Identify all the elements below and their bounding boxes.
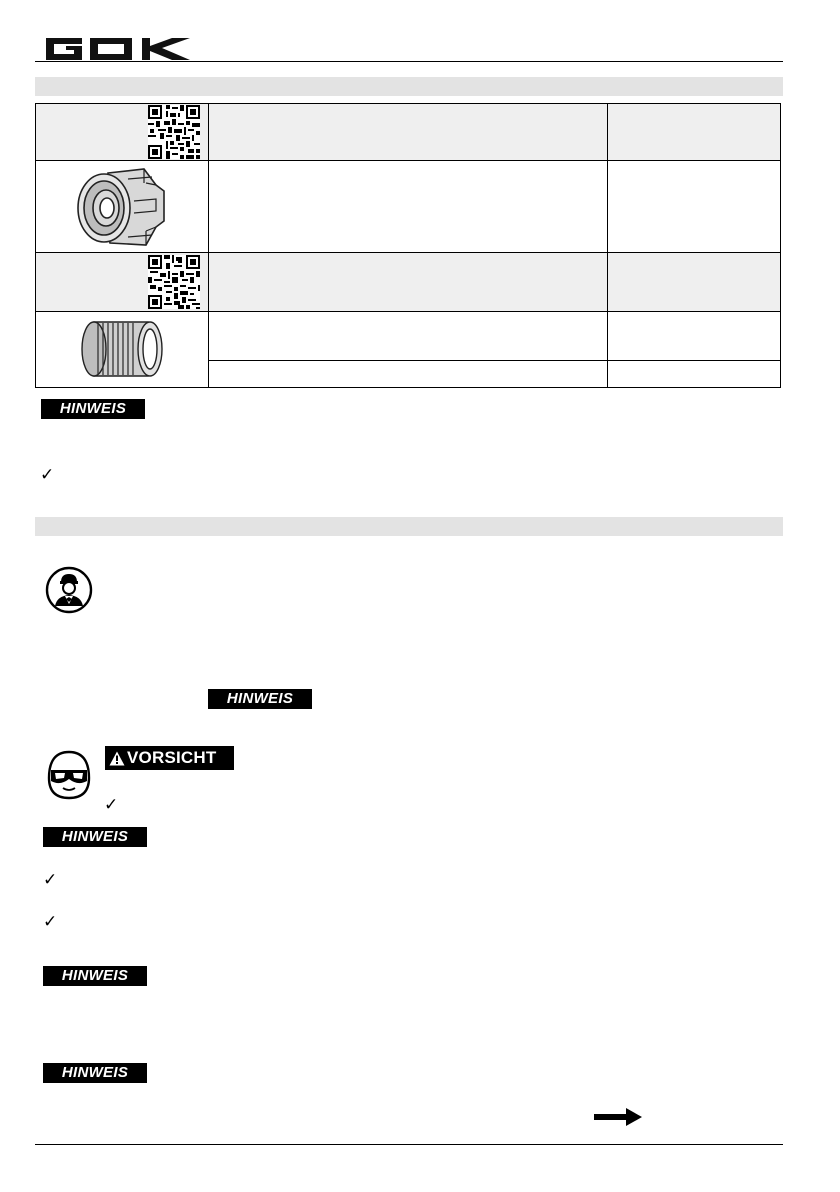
qr-code-icon[interactable] bbox=[148, 255, 200, 309]
hinweis-label-5: HINWEIS bbox=[43, 1063, 147, 1083]
hinweis-label-1: HINWEIS bbox=[41, 399, 145, 419]
technician-icon bbox=[45, 566, 93, 614]
table-cell-desc-1 bbox=[208, 103, 608, 161]
footer-rule bbox=[35, 1144, 783, 1145]
vorsicht-text: VORSICHT bbox=[127, 748, 217, 767]
warning-triangle-icon bbox=[109, 751, 125, 766]
arrow-right-icon[interactable] bbox=[594, 1108, 642, 1126]
checkmark-3: ✓ bbox=[43, 870, 58, 890]
table-cell-desc-5 bbox=[208, 360, 608, 388]
section-bar-1 bbox=[35, 77, 783, 96]
checkmark-2: ✓ bbox=[104, 795, 119, 815]
table-cell-desc-4 bbox=[208, 311, 608, 361]
table-cell-code-4 bbox=[607, 311, 781, 361]
qr-code-icon[interactable] bbox=[148, 105, 200, 159]
table-cell-desc-2 bbox=[208, 160, 608, 253]
hinweis-label-2: HINWEIS bbox=[208, 689, 312, 709]
safety-goggles-icon bbox=[44, 748, 94, 802]
gok-logo bbox=[44, 34, 194, 62]
hinweis-label-3: HINWEIS bbox=[43, 827, 147, 847]
vorsicht-label bbox=[105, 746, 234, 770]
table-cell-code-2 bbox=[607, 160, 781, 253]
checkmark-4: ✓ bbox=[43, 912, 58, 932]
section-bar-2 bbox=[35, 517, 783, 536]
header-rule bbox=[35, 61, 783, 62]
table-cell-desc-3 bbox=[208, 252, 608, 312]
adapter-valve-image bbox=[72, 163, 172, 251]
table-cell-code-1 bbox=[607, 103, 781, 161]
table-cell-code-3 bbox=[607, 252, 781, 312]
threaded-nipple-image bbox=[72, 316, 172, 382]
hinweis-label-4: HINWEIS bbox=[43, 966, 147, 986]
table-cell-code-5 bbox=[607, 360, 781, 388]
checkmark-1: ✓ bbox=[40, 465, 55, 485]
